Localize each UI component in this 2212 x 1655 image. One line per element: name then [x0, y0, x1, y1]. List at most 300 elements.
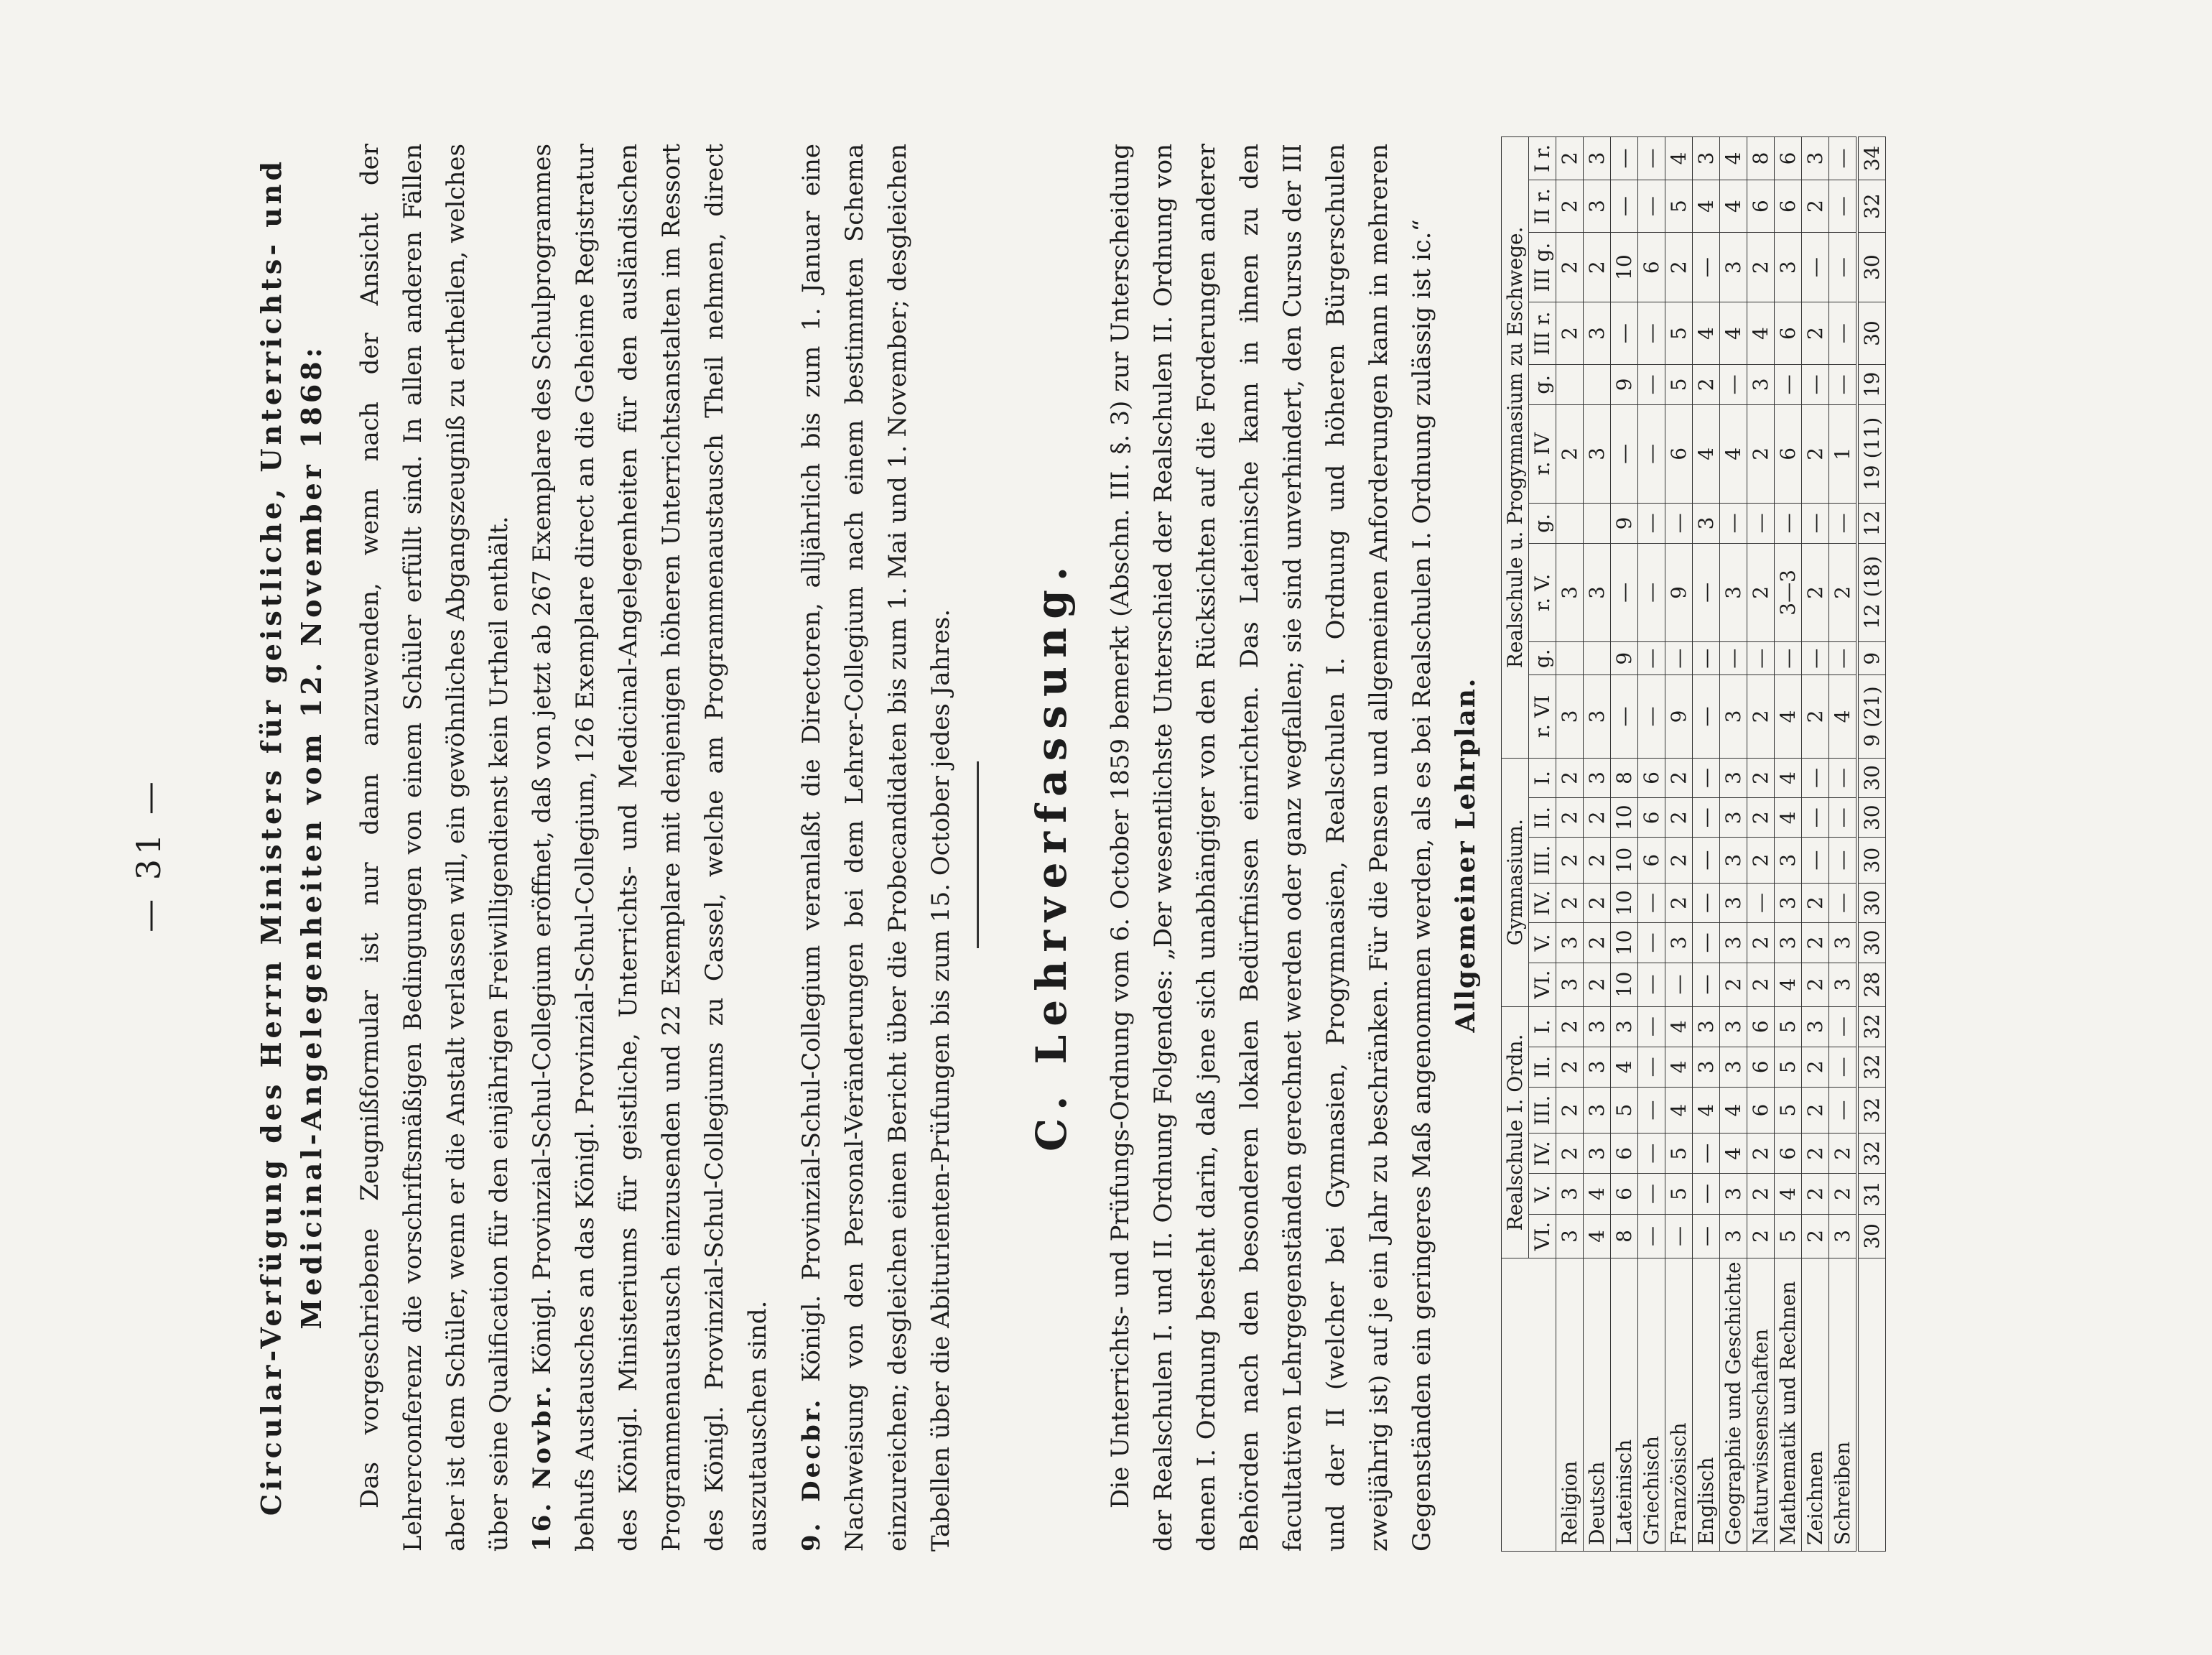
hours-cell: —: [1638, 963, 1665, 1006]
column-header: r. IV: [1529, 404, 1556, 504]
total-cell: 30: [1857, 302, 1886, 364]
hours-cell: 8: [1611, 758, 1638, 797]
hours-cell: —: [1638, 504, 1665, 543]
hours-cell: 3: [1775, 883, 1802, 922]
hours-cell: 3: [1584, 404, 1611, 504]
total-cell: 19 (11): [1857, 404, 1886, 504]
hours-cell: 3: [1775, 838, 1802, 883]
hours-cell: 3: [1829, 923, 1858, 963]
hours-cell: 6: [1775, 404, 1802, 504]
hours-cell: 3: [1584, 1134, 1611, 1174]
hours-cell: —: [1611, 675, 1638, 759]
hours-cell: —: [1638, 923, 1665, 963]
total-cell: 30: [1857, 883, 1886, 922]
hours-cell: 3: [1584, 1006, 1611, 1047]
table-row: [1720, 137, 1747, 1552]
hours-cell: 6: [1775, 137, 1802, 180]
total-cell: 30: [1857, 798, 1886, 838]
hours-cell: 4: [1665, 1047, 1693, 1087]
hours-cell: 4: [1775, 1174, 1802, 1214]
hours-cell: 10: [1611, 838, 1638, 883]
hours-cell: 3: [1611, 1006, 1638, 1047]
section-divider: [977, 761, 979, 948]
hours-cell: 2: [1747, 963, 1775, 1006]
hours-cell: 3: [1775, 233, 1802, 302]
hours-cell: 10: [1611, 233, 1638, 302]
hours-cell: —: [1693, 642, 1720, 675]
total-cell: 30: [1857, 233, 1886, 302]
hours-cell: 2: [1556, 1006, 1584, 1047]
hours-cell: 2: [1802, 1214, 1829, 1258]
column-header: II r.: [1529, 180, 1556, 232]
hours-cell: 2: [1829, 1134, 1858, 1174]
entry-9-text: Königl. Provinzial-Schul-Collegium veranlaßt die Directoren, alljährlich bis zum 1. Januar eine Nachweisung von den Personal-Veränderungen bei dem Lehrer-Collegium nach einem bestimmten Schema einzureichen; desgleichen einen Bericht über die Probecandidaten bis zum 1. Mai und 1. November; desgleichen Tabellen über die Abiturienten-Prüfungen bis zum 15. October jedes Jahres.: [797, 144, 955, 1552]
hours-cell: 4: [1829, 675, 1858, 759]
hours-cell: 9: [1611, 642, 1638, 675]
hours-cell: 5: [1665, 302, 1693, 364]
total-cell: 30: [1857, 758, 1886, 797]
group-header: Gymnasium.: [1502, 758, 1529, 1006]
hours-cell: 4: [1584, 1174, 1611, 1214]
hours-cell: 3: [1693, 1047, 1720, 1087]
hours-cell: [1556, 504, 1584, 543]
total-cell: 30: [1857, 1214, 1886, 1258]
hours-cell: 2: [1802, 923, 1829, 963]
hours-cell: 2: [1556, 404, 1584, 504]
hours-cell: —: [1802, 758, 1829, 797]
total-cell: 32: [1857, 1134, 1886, 1174]
hours-cell: 3: [1584, 1087, 1611, 1133]
hours-cell: 6: [1638, 798, 1665, 838]
hours-cell: 5: [1775, 1087, 1802, 1133]
hours-cell: —: [1693, 543, 1720, 642]
hours-cell: 4: [1720, 404, 1747, 504]
hours-cell: —: [1611, 543, 1638, 642]
hours-cell: —: [1638, 365, 1665, 404]
hours-cell: 10: [1611, 798, 1638, 838]
hours-cell: 2: [1556, 1087, 1584, 1133]
hours-cell: 3: [1720, 758, 1747, 797]
hours-cell: —: [1829, 1047, 1858, 1087]
hours-cell: —: [1802, 365, 1829, 404]
hours-cell: 2: [1720, 963, 1747, 1006]
hours-cell: 10: [1611, 923, 1638, 963]
hours-cell: 2: [1747, 1214, 1775, 1258]
hours-cell: —: [1829, 302, 1858, 364]
heading-line-1: Circular-Verfügung des Herrn Ministers für geistliche, Unterrichts- und: [255, 157, 287, 1516]
hours-cell: 5: [1775, 1047, 1802, 1087]
table-title: Allgemeiner Lehrplan.: [1451, 677, 1481, 1033]
hours-cell: —: [1720, 642, 1747, 675]
hours-cell: —: [1693, 1174, 1720, 1214]
hours-cell: 2: [1747, 798, 1775, 838]
table-row: [1693, 137, 1720, 1552]
hours-cell: —: [1638, 883, 1665, 922]
hours-cell: 4: [1584, 1214, 1611, 1258]
hours-cell: 3: [1720, 543, 1747, 642]
hours-cell: 2: [1584, 798, 1611, 838]
hours-cell: —: [1638, 675, 1665, 759]
total-cell: 32: [1857, 1087, 1886, 1133]
hours-cell: [1584, 504, 1611, 543]
hours-cell: 6: [1611, 1174, 1638, 1214]
hours-cell: —: [1802, 642, 1829, 675]
hours-cell: 2: [1584, 233, 1611, 302]
hours-cell: 2: [1693, 365, 1720, 404]
subject-cell: Mathematik und Rechnen: [1775, 1258, 1802, 1552]
hours-cell: 2: [1747, 233, 1775, 302]
hours-cell: 2: [1556, 838, 1584, 883]
hours-cell: —: [1665, 963, 1693, 1006]
hours-cell: 3: [1829, 963, 1858, 1006]
hours-cell: 5: [1665, 1174, 1693, 1214]
hours-cell: 4: [1720, 302, 1747, 364]
hours-cell: 2: [1802, 1174, 1829, 1214]
hours-cell: 3: [1556, 543, 1584, 642]
subject-cell: Religion: [1556, 1258, 1584, 1552]
hours-cell: 2: [1802, 963, 1829, 1006]
hours-cell: —: [1747, 883, 1775, 922]
hours-cell: 2: [1802, 675, 1829, 759]
hours-cell: 3: [1720, 883, 1747, 922]
entry-16-novbr: [521, 144, 779, 1552]
hours-cell: 3: [1693, 137, 1720, 180]
hours-cell: 3: [1556, 963, 1584, 1006]
hours-cell: —: [1638, 1214, 1665, 1258]
hours-cell: 1: [1829, 404, 1858, 504]
hours-cell: —: [1829, 504, 1858, 543]
hours-cell: 3: [1720, 798, 1747, 838]
hours-cell: 4: [1747, 302, 1775, 364]
hours-cell: —: [1638, 1006, 1665, 1047]
total-cell: 30: [1857, 838, 1886, 883]
lehrplan-table: [1501, 136, 1886, 1552]
hours-cell: 5: [1665, 365, 1693, 404]
hours-cell: —: [1638, 302, 1665, 364]
hours-cell: —: [1829, 798, 1858, 838]
hours-cell: 2: [1556, 302, 1584, 364]
hours-cell: 3: [1584, 302, 1611, 364]
hours-cell: 9: [1611, 504, 1638, 543]
hours-cell: 10: [1611, 883, 1638, 922]
column-header: g.: [1529, 504, 1556, 543]
hours-cell: —: [1829, 1087, 1858, 1133]
hours-cell: 4: [1693, 180, 1720, 232]
hours-cell: 5: [1665, 1134, 1693, 1174]
column-header: III g.: [1529, 233, 1556, 302]
hours-cell: 2: [1802, 404, 1829, 504]
total-cell: 19: [1857, 365, 1886, 404]
hours-cell: —: [1693, 233, 1720, 302]
hours-cell: 2: [1802, 1047, 1829, 1087]
hours-cell: 6: [1775, 302, 1802, 364]
hours-cell: 2: [1747, 758, 1775, 797]
hours-cell: —: [1775, 642, 1802, 675]
hours-cell: 4: [1720, 137, 1747, 180]
column-header: V.: [1529, 923, 1556, 963]
hours-cell: 2: [1747, 543, 1775, 642]
hours-cell: 6: [1638, 758, 1665, 797]
column-header: III r.: [1529, 302, 1556, 364]
hours-cell: —: [1802, 838, 1829, 883]
hours-cell: 2: [1556, 758, 1584, 797]
hours-cell: 3: [1584, 543, 1611, 642]
hours-cell: 3: [1775, 923, 1802, 963]
total-cell: 12: [1857, 504, 1886, 543]
group-header: Realschule I. Ordn.: [1502, 1006, 1529, 1258]
hours-cell: 4: [1775, 963, 1802, 1006]
subject-cell: Zeichnen: [1802, 1258, 1829, 1552]
hours-cell: [1556, 365, 1584, 404]
hours-cell: 6: [1638, 233, 1665, 302]
hours-cell: —: [1747, 642, 1775, 675]
hours-cell: —: [1638, 642, 1665, 675]
table-row: [1829, 137, 1858, 1552]
column-header: III.: [1529, 838, 1556, 883]
hours-cell: —: [1693, 1134, 1720, 1174]
hours-cell: 3: [1802, 137, 1829, 180]
hours-cell: —: [1829, 883, 1858, 922]
entry-16-date: 16. Novbr.: [528, 1383, 557, 1552]
column-header: VI.: [1529, 1214, 1556, 1258]
hours-cell: 4: [1720, 1087, 1747, 1133]
hours-cell: [1556, 642, 1584, 675]
rotated-page-content: [101, 101, 2083, 1609]
hours-cell: 2: [1747, 675, 1775, 759]
hours-cell: 6: [1638, 838, 1665, 883]
hours-cell: 3: [1829, 1214, 1858, 1258]
hours-cell: 4: [1693, 404, 1720, 504]
hours-cell: 6: [1665, 404, 1693, 504]
column-header: I.: [1529, 1006, 1556, 1047]
entry-16-text: Königl. Provinzial-Schul-Collegium eröffnet, daß von jetzt ab 267 Exemplare des Schulprogrammes behufs Austausches an das Königl. Provinzial-Schul-Collegium, 126 Exemplare direct an die Geheime Registratur des Königl. Ministeriums für geistliche, Unterrichts- und Medicinal-Angelegenheiten für den ausländischen Programmenaustausch einzusenden und 22 Exemplare mit denjenigen höheren Unterrichtsanstalten im Ressort des Königl. Provinzial-Schul-Collegiums zu Cassel, welche am Programmenaustausch Theil nehmen, direct auszutauschen sind.: [528, 144, 772, 1552]
hours-cell: —: [1665, 642, 1693, 675]
hours-cell: —: [1611, 137, 1638, 180]
hours-cell: 3: [1720, 1047, 1747, 1087]
hours-cell: [1584, 365, 1611, 404]
heading-line-2: Medicinal-Angelegenheiten vom 12. November 1868:: [295, 344, 327, 1330]
hours-cell: —: [1665, 1214, 1693, 1258]
hours-cell: —: [1611, 302, 1638, 364]
hours-cell: —: [1802, 233, 1829, 302]
hours-cell: 10: [1611, 963, 1638, 1006]
hours-cell: 2: [1747, 404, 1775, 504]
column-header: VI.: [1529, 963, 1556, 1006]
hours-cell: 2: [1665, 838, 1693, 883]
hours-cell: 3: [1720, 923, 1747, 963]
total-cell: 31: [1857, 1174, 1886, 1214]
hours-cell: 8: [1747, 137, 1775, 180]
table-row: [1665, 137, 1693, 1552]
hours-cell: —: [1693, 798, 1720, 838]
page-number: — 31 —: [129, 777, 168, 932]
hours-cell: 2: [1829, 543, 1858, 642]
hours-cell: —: [1829, 365, 1858, 404]
hours-cell: —: [1638, 1087, 1665, 1133]
hours-cell: —: [1638, 137, 1665, 180]
hours-cell: 4: [1775, 675, 1802, 759]
subject-header-cell: [1502, 1258, 1556, 1552]
hours-cell: 3: [1720, 675, 1747, 759]
paragraph-zeugnis: Das vorgeschriebene Zeugnißformular ist nur dann anzuwenden, wenn nach der Ansicht der Lehrerconferenz die vorschriftsmäßigen Bedingungen von einem Schüler erfüllt sind. In allen anderen Fällen aber ist dem Schüler, wenn er die Anstalt verlassen will, ein gewöhnliches Abgangszeugniß zu ertheilen, welches über seine Qualification für den einjährigen Freiwilligendienst kein Urtheil enthält.: [356, 144, 514, 1552]
hours-cell: —: [1693, 675, 1720, 759]
subject-cell: Englisch: [1693, 1258, 1720, 1552]
hours-cell: 6: [1775, 180, 1802, 232]
column-header: g.: [1529, 642, 1556, 675]
hours-cell: 6: [1747, 1087, 1775, 1133]
hours-cell: 2: [1665, 758, 1693, 797]
hours-cell: 9: [1665, 543, 1693, 642]
hours-cell: —: [1829, 642, 1858, 675]
hours-cell: 3: [1556, 1174, 1584, 1214]
column-header: II.: [1529, 1047, 1556, 1087]
table-row: [1584, 137, 1611, 1552]
hours-cell: —: [1638, 1047, 1665, 1087]
total-cell: 32: [1857, 180, 1886, 232]
hours-cell: 3: [1584, 137, 1611, 180]
hours-cell: 6: [1747, 1047, 1775, 1087]
column-header: r. V.: [1529, 543, 1556, 642]
hours-cell: —: [1611, 404, 1638, 504]
section-heading: [1027, 101, 1076, 1609]
hours-cell: 4: [1775, 798, 1802, 838]
column-header: I r.: [1529, 137, 1556, 180]
subject-cell: Geographie und Geschichte: [1720, 1258, 1747, 1552]
hours-cell: 3: [1720, 1174, 1747, 1214]
hours-cell: 2: [1584, 923, 1611, 963]
table-row: [1747, 137, 1775, 1552]
hours-cell: —: [1802, 798, 1829, 838]
hours-cell: 2: [1665, 233, 1693, 302]
hours-cell: 5: [1665, 180, 1693, 232]
hours-cell: 4: [1665, 1087, 1693, 1133]
hours-cell: 3: [1556, 675, 1584, 759]
hours-cell: 3: [1556, 923, 1584, 963]
hours-cell: 3: [1693, 1006, 1720, 1047]
hours-cell: 2: [1829, 1174, 1858, 1214]
subject-cell: Deutsch: [1584, 1258, 1611, 1552]
column-header: III.: [1529, 1087, 1556, 1133]
hours-cell: 2: [1584, 883, 1611, 922]
hours-cell: —: [1829, 838, 1858, 883]
hours-cell: 3: [1747, 365, 1775, 404]
hours-cell: 4: [1720, 1134, 1747, 1174]
hours-cell: 3—3: [1775, 543, 1802, 642]
entry-9-decbr: [790, 144, 962, 1552]
hours-cell: 2: [1556, 137, 1584, 180]
hours-cell: 2: [1665, 798, 1693, 838]
hours-cell: 2: [1802, 543, 1829, 642]
hours-cell: —: [1693, 1214, 1720, 1258]
hours-cell: —: [1829, 137, 1858, 180]
section-body: Die Unterrichts- und Prüfungs-Ordnung vom 6. October 1859 bemerkt (Abschn. III. §. 3) zur Unterscheidung der Realschulen I. und II. Ordnung Folgendes: „Der wesentlichste Unterschied der Realschulen II. Ordnung von denen I. Ordnung besteht darin, daß jene sich unabhängiger von den Rücksichten auf die Forderungen anderer Behörden nach den besonderen lokalen Bedürfnissen einrichten. Das Lateinische kann in ihnen zu den facultativen Lehrgegenständen gerechnet werden oder ganz wegfallen; sie sind unverhindert, den Cursus der III und der II (welcher bei Gymnasien, Progymnasien, Realschulen I. Ordnung und höheren Bürgerschulen zweijährig ist) auf je ein Jahr zu beschränken. Für die Pensen und allgemeinen Anforderungen kann in mehreren Gegenständen ein geringeres Maß angenommen werden, als es bei Realschulen I. Ordnung zulässig ist ic.“: [1106, 144, 1436, 1552]
hours-cell: —: [1611, 180, 1638, 232]
hours-cell: —: [1829, 180, 1858, 232]
group-header: Realschule u. Progymnasium zu Eschwege.: [1502, 137, 1529, 759]
hours-cell: 5: [1775, 1006, 1802, 1047]
section-title: Lehrverfassung.: [1027, 557, 1076, 1065]
subject-cell: Lateinisch: [1611, 1258, 1638, 1552]
hours-cell: —: [1693, 758, 1720, 797]
hours-cell: 4: [1775, 758, 1802, 797]
totals-label-cell: [1857, 1258, 1886, 1552]
hours-cell: 2: [1556, 233, 1584, 302]
total-cell: 9: [1857, 642, 1886, 675]
hours-cell: —: [1775, 365, 1802, 404]
hours-cell: 5: [1611, 1087, 1638, 1133]
hours-cell: —: [1638, 180, 1665, 232]
hours-cell: 2: [1556, 180, 1584, 232]
hours-cell: —: [1829, 1006, 1858, 1047]
hours-cell: 9: [1665, 675, 1693, 759]
column-header: r. VI: [1529, 675, 1556, 759]
section-letter: C.: [1027, 1087, 1076, 1152]
hours-cell: 3: [1584, 1047, 1611, 1087]
subject-cell: Naturwissenschaften: [1747, 1258, 1775, 1552]
hours-cell: 3: [1693, 504, 1720, 543]
column-header: I.: [1529, 758, 1556, 797]
hours-cell: 3: [1584, 180, 1611, 232]
total-cell: 34: [1857, 137, 1886, 180]
hours-cell: 2: [1802, 883, 1829, 922]
hours-cell: 3: [1665, 923, 1693, 963]
hours-cell: 3: [1584, 675, 1611, 759]
hours-cell: —: [1693, 963, 1720, 1006]
total-cell: 32: [1857, 1047, 1886, 1087]
hours-cell: —: [1720, 504, 1747, 543]
hours-cell: 4: [1693, 302, 1720, 364]
hours-cell: 2: [1802, 1087, 1829, 1133]
total-cell: 30: [1857, 923, 1886, 963]
subject-cell: Französisch: [1665, 1258, 1693, 1552]
hours-cell: 4: [1665, 137, 1693, 180]
hours-cell: 2: [1584, 838, 1611, 883]
hours-cell: 2: [1584, 963, 1611, 1006]
hours-cell: 4: [1720, 180, 1747, 232]
hours-cell: 8: [1611, 1214, 1638, 1258]
hours-cell: 2: [1556, 1047, 1584, 1087]
column-header: V.: [1529, 1174, 1556, 1214]
subject-cell: Schreiben: [1829, 1258, 1858, 1552]
hours-cell: —: [1747, 504, 1775, 543]
hours-cell: —: [1720, 365, 1747, 404]
hours-cell: —: [1693, 838, 1720, 883]
hours-cell: 4: [1693, 1087, 1720, 1133]
hours-cell: 2: [1556, 798, 1584, 838]
hours-cell: —: [1829, 758, 1858, 797]
hours-cell: —: [1775, 504, 1802, 543]
column-header: IV.: [1529, 883, 1556, 922]
hours-cell: 2: [1802, 302, 1829, 364]
hours-cell: 3: [1584, 758, 1611, 797]
hours-cell: 2: [1747, 923, 1775, 963]
table-row: [1556, 137, 1584, 1552]
hours-cell: 3: [1720, 838, 1747, 883]
hours-cell: —: [1638, 1134, 1665, 1174]
hours-cell: —: [1638, 1174, 1665, 1214]
hours-cell: —: [1829, 233, 1858, 302]
hours-cell: 6: [1775, 1134, 1802, 1174]
hours-cell: —: [1802, 504, 1829, 543]
hours-cell: 2: [1747, 1174, 1775, 1214]
column-header: II.: [1529, 798, 1556, 838]
hours-cell: [1584, 642, 1611, 675]
hours-cell: 3: [1556, 1214, 1584, 1258]
table-row: [1638, 137, 1665, 1552]
column-header: IV.: [1529, 1134, 1556, 1174]
total-cell: 32: [1857, 1006, 1886, 1047]
hours-cell: —: [1638, 543, 1665, 642]
